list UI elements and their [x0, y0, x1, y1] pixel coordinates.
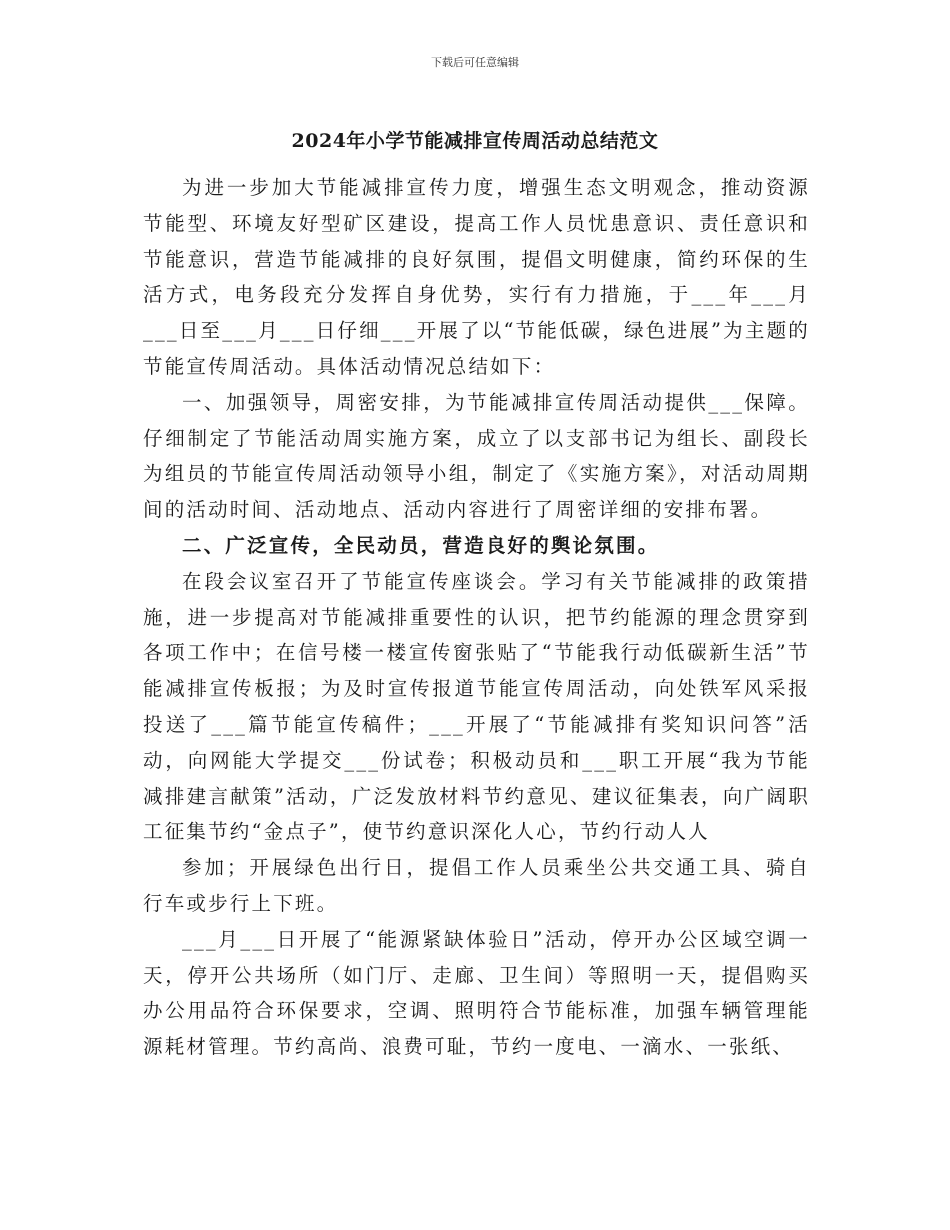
document-body — [143, 170, 810, 1065]
paragraph-section-1: 一、加强领导，周密安排，为节能减排宣传周活动提供___保障。仔细制定了节能活动周实施方案，成立了以支部书记为组长、副段长为组员的节能宣传周活动领导小组，制定了《实施方案》，对活动周期间的活动时间、活动地点、活动内容进行了周密详细的安排布署。 — [143, 390, 810, 522]
paragraph-energy-day: ___月___日开展了“能源紧缺体验日”活动，停开办公区域空调一天，停开公共场所（如门厅、走廊、卫生间）等照明一天，提倡购买办公用品符合环保要求，空调、照明符合节能标准，加强车辆管理能源耗材管理。节约高尚、浪费可耻，节约一度电、一滴水、一张纸、 — [143, 927, 810, 1059]
header-note: 下载后可任意编辑 — [431, 56, 519, 69]
paragraph-green-travel: 参加；开展绿色出行日，提倡工作人员乘坐公共交通工具、骑自行车或步行上下班。 — [143, 856, 810, 915]
document-title: 2024年小学节能减排宣传周活动总结范文 — [291, 130, 659, 152]
section-heading-2: 二、广泛宣传，全民动员，营造良好的舆论氛围。 — [182, 533, 660, 557]
paragraph-publicity: 在段会议室召开了节能宣传座谈会。学习有关节能减排的政策措施，进一步提高对节能减排重要性的认识，把节约能源的理念贯穿到各项工作中；在信号楼一楼宣传窗张贴了“节能我行动低碳新生活”节能减排宣传板报；为及时宣传报道节能宣传周活动，向处铁军风采报投送了___篇节能宣传稿件；___开展了“节能减排有奖知识问答”活动，向网能大学提交___份试卷；积极动员和___职工开展“我为节能减排建言献策”活动，广泛发放材料节约意见、建议征集表，向广阔职工征集节约“金点子”，使节约意识深化人心，节约行动人人 — [143, 569, 810, 844]
paragraph-intro: 为进一步加大节能减排宣传力度，增强生态文明观念，推动资源节能型、环境友好型矿区建设，提高工作人员忧患意识、责任意识和节能意识，营造节能减排的良好氛围，提倡文明健康，简约环保的生活方式，电务段充分发挥自身优势，实行有力措施，于___年___月___日至___月___日仔细___开展了以“节能低碳，绿色进展”为主题的节能宣传周活动。具体活动情况总结如下： — [143, 176, 810, 378]
